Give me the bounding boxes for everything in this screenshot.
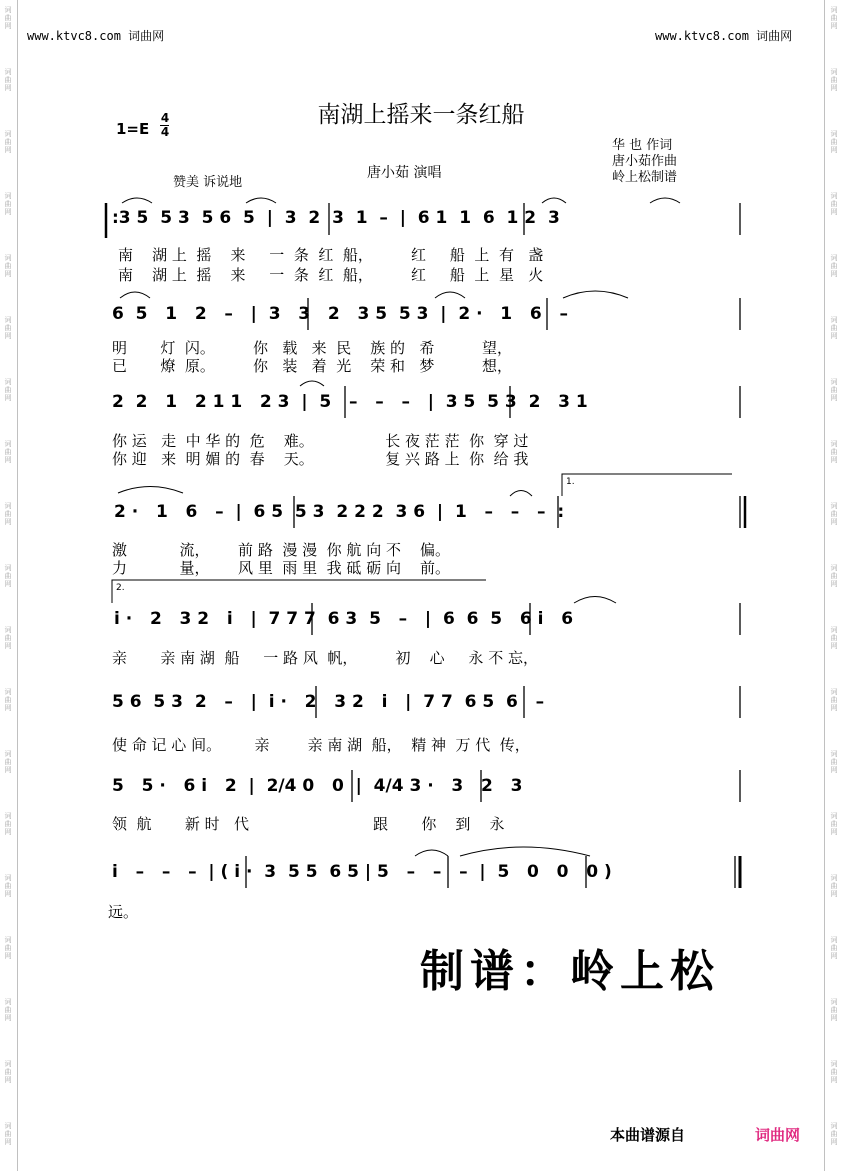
tempo-marking: 赞美 诉说地 [173, 175, 243, 190]
watermark-text: 词曲网 [830, 1122, 838, 1146]
watermark-text: 词曲网 [830, 1060, 838, 1084]
watermark-text: 词曲网 [4, 68, 12, 92]
credit-transcriber: 岭上松制谱 [612, 170, 678, 185]
watermark-text: 词曲网 [4, 254, 12, 278]
tie [300, 381, 324, 386]
score-line-8-lyrics: 远。 [108, 903, 139, 921]
watermark-text: 词曲网 [4, 874, 12, 898]
credit-composer: 唐小茹作曲 [612, 154, 678, 169]
watermark-text: 词曲网 [830, 626, 838, 650]
watermark-text: 词曲网 [4, 130, 12, 154]
watermark-text: 词曲网 [830, 68, 838, 92]
volta-2-label: 2. [116, 583, 125, 593]
tie [542, 198, 566, 203]
watermark-text: 词曲网 [4, 1122, 12, 1146]
tie [510, 491, 532, 497]
score-line-8-notes: i – – – | ( i · 3 5 5 6 5 | 5 – – – | 5 0 0 0 ) [112, 862, 612, 882]
tie [120, 292, 150, 298]
watermark-text: 词曲网 [4, 1060, 12, 1084]
score-line-6-lyrics: 使 命 记 心 间。 亲 亲 南 湖 船， 精 神 万 代 传， [112, 736, 530, 754]
volta-2-bracket [112, 580, 486, 603]
watermark-text: 词曲网 [830, 874, 838, 898]
performer: 唐小茹 演唱 [367, 165, 442, 181]
watermark-text: 词曲网 [830, 378, 838, 402]
score-line-2-lyrics-b: 已 燎 原。 你 装 着 光 荣 和 梦 想， [112, 357, 513, 375]
tie [563, 291, 628, 298]
score-line-7-lyrics: 领 航 新 时 代 跟 你 到 永 [112, 815, 505, 833]
score-line-7-notes: 5 5 · 6 i 2 | 2/4 0 0 | 4/4 3 · 3 2 3 [112, 776, 523, 796]
score-line-5-notes: i · 2 3 2 i | 7 7 7 6 3 5 – | 6 6 5 6 i 6 [114, 609, 574, 629]
transcriber-signature: 制谱：岭上松 [420, 946, 720, 997]
watermark-text: 词曲网 [4, 440, 12, 464]
watermark-text: 词曲网 [4, 750, 12, 774]
header-url-right[interactable]: www.ktvc8.com 词曲网 [655, 29, 793, 43]
score-line-2-lyrics-a: 明 灯 闪。 你 载 来 民 族 的 希 望， [112, 339, 513, 357]
watermark-text: 词曲网 [4, 192, 12, 216]
tie [246, 198, 276, 203]
watermark-text: 词曲网 [830, 936, 838, 960]
watermark-text: 词曲网 [4, 564, 12, 588]
song-title: 南湖上摇来一条红船 [317, 102, 525, 128]
score-line-1-notes: :3 5 5 3 5 6 5 | 3 2 3 1 – | 6 1 1 6 1 2 3 [112, 208, 560, 228]
tie [460, 847, 590, 856]
watermark-text: 词曲网 [4, 936, 12, 960]
score-line-3-lyrics-b: 你 迎 来 明 媚 的 春 天。 复 兴 路 上 你 给 我 [112, 450, 529, 468]
time-top: 4 [160, 111, 170, 125]
score-line-1-lyrics-a: 南 湖 上 摇 来 一 条 红 船， 红 船 上 有 盏 [118, 246, 544, 264]
watermark-text: 词曲网 [4, 502, 12, 526]
score-line-1-lyrics-b: 南 湖 上 摇 来 一 条 红 船， 红 船 上 星 火 [118, 266, 544, 284]
watermark-text: 词曲网 [830, 440, 838, 464]
watermark-text: 词曲网 [830, 130, 838, 154]
tie [415, 850, 448, 856]
watermark-text: 词曲网 [830, 564, 838, 588]
footer-source-label: 本曲谱源自 [610, 1126, 686, 1144]
watermark-text: 词曲网 [830, 6, 838, 30]
tie [574, 597, 616, 604]
volta-1-bracket [562, 474, 732, 496]
score-line-3-lyrics-a: 你 运 走 中 华 的 危 难。 长 夜 茫 茫 你 穿 过 [112, 432, 529, 450]
key-signature: 1=E [116, 120, 150, 138]
watermark-text: 词曲网 [830, 316, 838, 340]
ties-and-slurs [118, 198, 680, 856]
volta-brackets [112, 474, 732, 603]
watermark-text: 词曲网 [4, 378, 12, 402]
watermark-text: 词曲网 [4, 316, 12, 340]
watermark-text: 词曲网 [830, 750, 838, 774]
tie [122, 198, 152, 203]
watermark-text: 词曲网 [830, 812, 838, 836]
watermark-text: 词曲网 [830, 688, 838, 712]
score-line-4-notes: 2 · 1 6 – | 6 5 5 3 2 2 2 3 6 | 1 – – – : [114, 502, 565, 522]
watermark-text: 词曲网 [4, 998, 12, 1022]
watermark-text: 词曲网 [4, 688, 12, 712]
watermark-text: 词曲网 [830, 192, 838, 216]
watermark-text: 词曲网 [4, 626, 12, 650]
tie [118, 487, 183, 494]
score-line-4-lyrics-b: 力 量， 风 里 雨 里 我 砥 砺 向 前。 [112, 559, 451, 577]
score-line-3-notes: 2 2 1 2 1 1 2 3 | 5 – – – | 3 5 5 3 2 3 1 [112, 392, 588, 412]
score-line-4-lyrics-a: 激 流， 前 路 漫 漫 你 航 向 不 偏。 [112, 541, 451, 559]
barlines [106, 203, 745, 888]
watermark-text: 词曲网 [830, 254, 838, 278]
watermark-text: 词曲网 [4, 812, 12, 836]
header-url-left[interactable]: www.ktvc8.com 词曲网 [27, 29, 165, 43]
tie [650, 198, 680, 203]
credit-lyricist: 华 也 作词 [612, 138, 673, 153]
time-bottom: 4 [160, 125, 170, 139]
score-line-6-notes: 5 6 5 3 2 – | i · 2 3 2 i | 7 7 6 5 6 – [112, 692, 545, 712]
watermark-text: 词曲网 [4, 6, 12, 30]
score-line-5-lyrics: 亲 亲 南 湖 船 一 路 风 帆， 初 心 永 不 忘， [112, 649, 538, 667]
score-line-2-notes: 6 5 1 2 – | 3 3 2 3 5 5 3 | 2 · 1 6 – [112, 304, 568, 324]
tie [435, 292, 465, 298]
watermark-text: 词曲网 [830, 998, 838, 1022]
watermark-text: 词曲网 [830, 502, 838, 526]
volta-1-label: 1. [566, 477, 575, 487]
footer-site-link[interactable]: 词曲网 [755, 1126, 801, 1144]
